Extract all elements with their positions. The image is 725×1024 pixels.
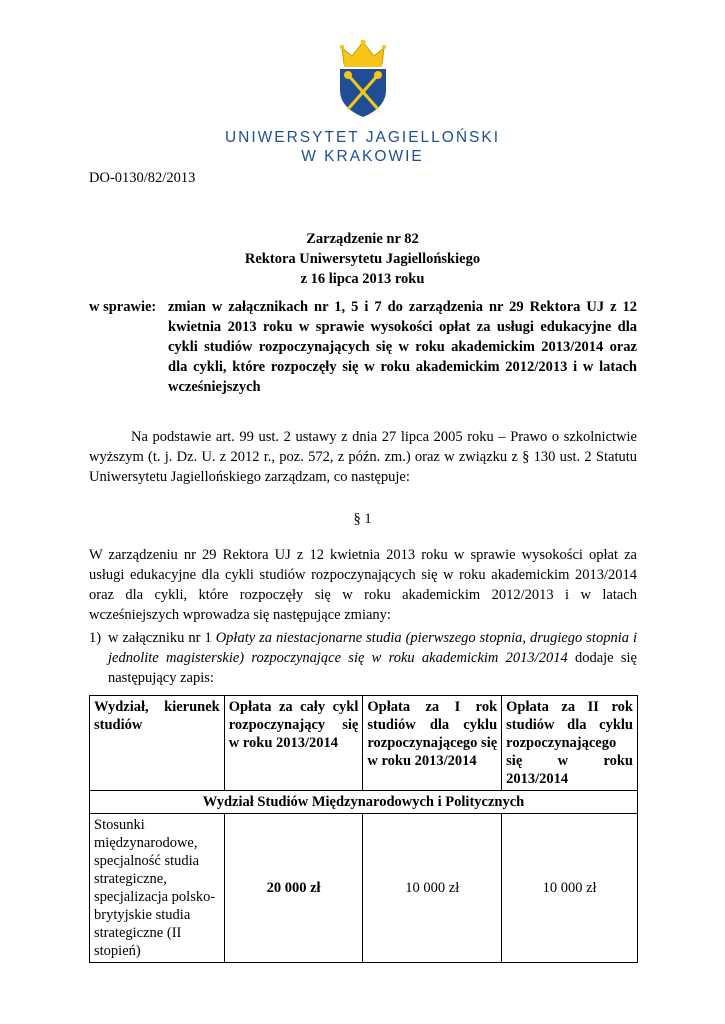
list-item-italic-title: Opłaty za niestacjonarne studia (pierwszego stopnia, drugiego stopnia i jednolite magisterskie) rozpoczynające się w roku akademickim 2013/2014 (108, 630, 637, 666)
section-mark: § 1 (353, 511, 372, 527)
fees-table (89, 695, 638, 963)
document-title (0, 229, 725, 289)
header-first-year-fee: Opłata za I rok studiów dla cyklu rozpoczynającego się w roku 2013/2014 (363, 696, 502, 791)
second-year-fee: 10 000 zł (502, 814, 638, 963)
university-logo (0, 38, 725, 166)
list-item-text (108, 628, 637, 688)
header-full-cycle-fee: Opłata za cały cykl rozpoczynający się w roku 2013/2014 (224, 696, 363, 791)
first-year-fee: 10 000 zł (363, 814, 502, 963)
header-second-year-fee: Opłata za II rok studiów dla cyklu rozpoczynającego się w roku 2013/2014 (502, 696, 638, 791)
university-name-line1: UNIWERSYTET JAGIELLOŃSKI (224, 129, 501, 146)
list-item-number: 1) (89, 630, 102, 646)
title-line-3: z 16 lipca 2013 roku (300, 271, 425, 287)
table-header-row (90, 696, 638, 791)
university-name (0, 128, 725, 166)
header-faculty: Wydział, kierunek studiów (90, 696, 225, 791)
department-name: Wydział Studiów Międzynarodowych i Politycznych (90, 791, 638, 814)
university-crest-icon (332, 38, 394, 118)
list-item-suffix: dodaje się następujący zapis: (108, 650, 637, 686)
list-item (89, 628, 637, 688)
legal-basis-paragraph: Na podstawie art. 99 ust. 2 ustawy z dnia 27 lipca 2005 roku – Prawo o szkolnictwie wyższym (t. j. Dz. U. z 2012 r., poz. 572, z późn. zm.) oraz w związku z § 130 ust. 2 Statutu Uniwersytetu Jagiellońskiego zarządzam, co następuje: (89, 429, 637, 485)
changes-intro-paragraph: W zarządzeniu nr 29 Rektora UJ z 12 kwietnia 2013 roku w sprawie wysokości opłat za usługi edukacyjne dla cykli studiów rozpoczynających się w roku akademickim 2013/2014 oraz dla cykli, które rozpoczęły się w roku akademickim 2012/2013 i w latach wcześniejszych wprowadza się następujące zmiany: (89, 547, 637, 623)
program-name: Stosunki międzynarodowe, specjalność studia strategiczne, specjalizacja polsko-brytyjskie studia strategiczne (II stopień) (90, 814, 225, 963)
title-line-2: Rektora Uniwersytetu Jagiellońskiego (244, 251, 481, 267)
list-item-prefix: w załączniku nr 1 (108, 630, 216, 646)
title-line-1: Zarządzenie nr 82 (306, 231, 419, 247)
subject-block (89, 297, 637, 397)
subject-text: zmian w załącznikach nr 1, 5 i 7 do zarządzenia nr 29 Rektora UJ z 12 kwietnia 2013 roku w sprawie wysokości opłat za usługi edukacyjne dla cykli studiów rozpoczynających się w roku akademickim 2013/2014 oraz dla cykli, które rozpoczęły się w roku akademickim 2012/2013 i w latach wcześniejszych (168, 299, 637, 395)
document-reference: DO-0130/82/2013 (89, 170, 196, 186)
department-row (90, 791, 638, 814)
full-cycle-fee: 20 000 zł (224, 814, 363, 963)
table-row (90, 814, 638, 963)
university-name-line2: W KRAKOWIE (301, 148, 424, 165)
subject-label: w sprawie: (89, 299, 157, 315)
